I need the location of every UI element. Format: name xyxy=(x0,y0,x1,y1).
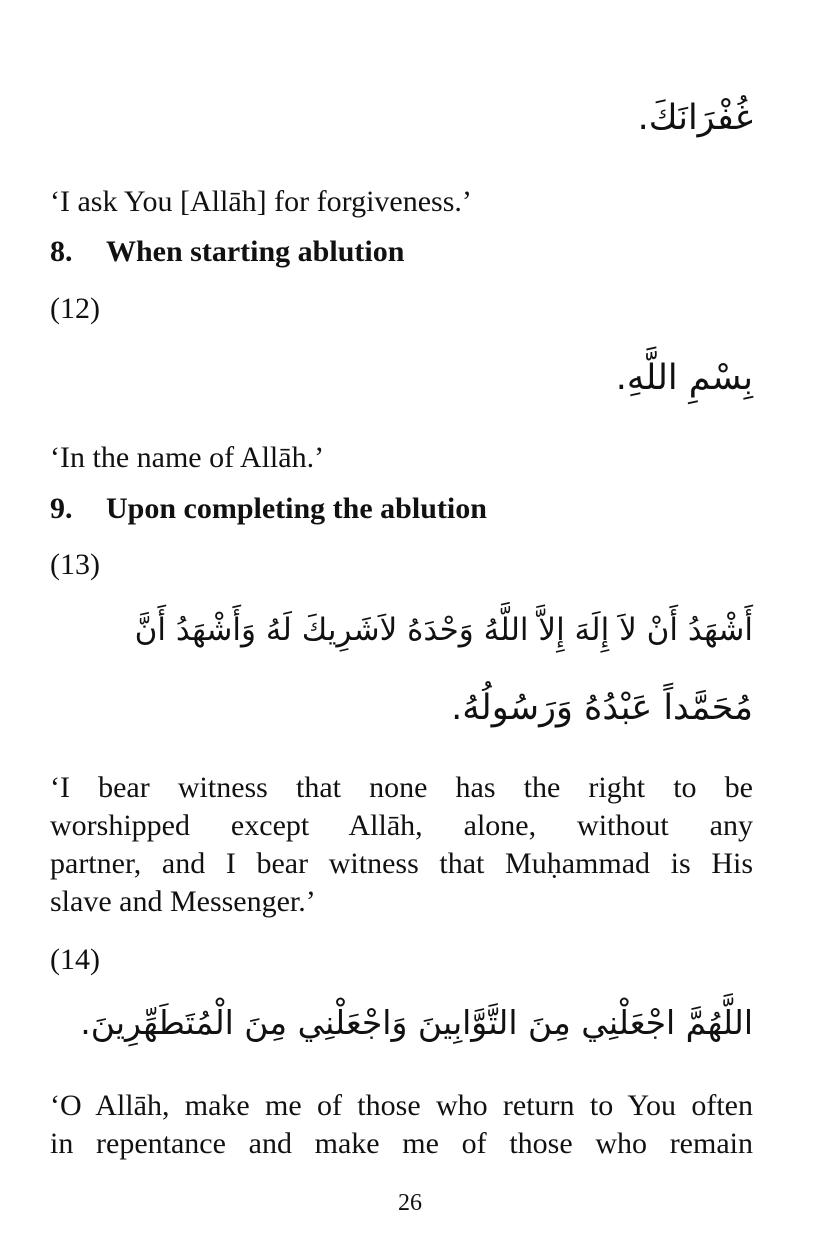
translation-shahada-line-2: worshipped except Allāh, alone, without any xyxy=(50,809,753,842)
translation-repentance-line-2: in repentance and make me of those who remain xyxy=(50,1127,753,1160)
section-number: 8. xyxy=(50,235,73,268)
translation-forgiveness: ‘I ask You [Allāh] for forgiveness.’ xyxy=(50,185,472,218)
section-title: When starting ablution xyxy=(106,235,405,268)
hadith-reference-13: (13) xyxy=(50,548,100,581)
section-number: 9. xyxy=(50,492,73,525)
arabic-shahada-line-1: أَشْهَدُ أَنْ لاَ إِلَهَ إِلاَّ اللَّهُ وَحْدَهُ لاَشَرِيكَ لَهُ وَأَشْهَدُ أَنَّ xyxy=(134,612,753,648)
arabic-supplication-bismillah: بِسْمِ اللَّهِ. xyxy=(615,358,753,398)
translation-shahada-line-4: slave and Messenger.’ xyxy=(50,885,316,918)
section-heading-9 xyxy=(50,492,753,526)
hadith-reference-12: (12) xyxy=(50,292,100,325)
section-heading-8 xyxy=(50,235,753,269)
translation-repentance-line-1: ‘O Allāh, make me of those who return to You often xyxy=(50,1089,753,1122)
translation-shahada-line-3: partner, and I bear witness that Muḥammad is His xyxy=(50,847,753,880)
arabic-shahada-line-2: مُحَمَّداً عَبْدُهُ وَرَسُولُهُ. xyxy=(451,688,753,728)
section-title: Upon completing the ablution xyxy=(106,492,487,525)
arabic-supplication-ghufranak: غُفْرَانَكَ. xyxy=(637,98,753,138)
hadith-reference-14: (14) xyxy=(50,943,100,976)
page-number: 26 xyxy=(398,1190,422,1216)
translation-name-of-allah: ‘In the name of Allāh.’ xyxy=(50,441,325,474)
arabic-supplication-tawwabin: اللَّهُمَّ اجْعَلْنِي مِنَ التَّوَّابِينَ وَاجْعَلْنِي مِنَ الْمُتَطَهِّرِينَ. xyxy=(80,1003,753,1042)
translation-shahada-line-1: ‘I bear witness that none has the right to be xyxy=(50,771,753,804)
